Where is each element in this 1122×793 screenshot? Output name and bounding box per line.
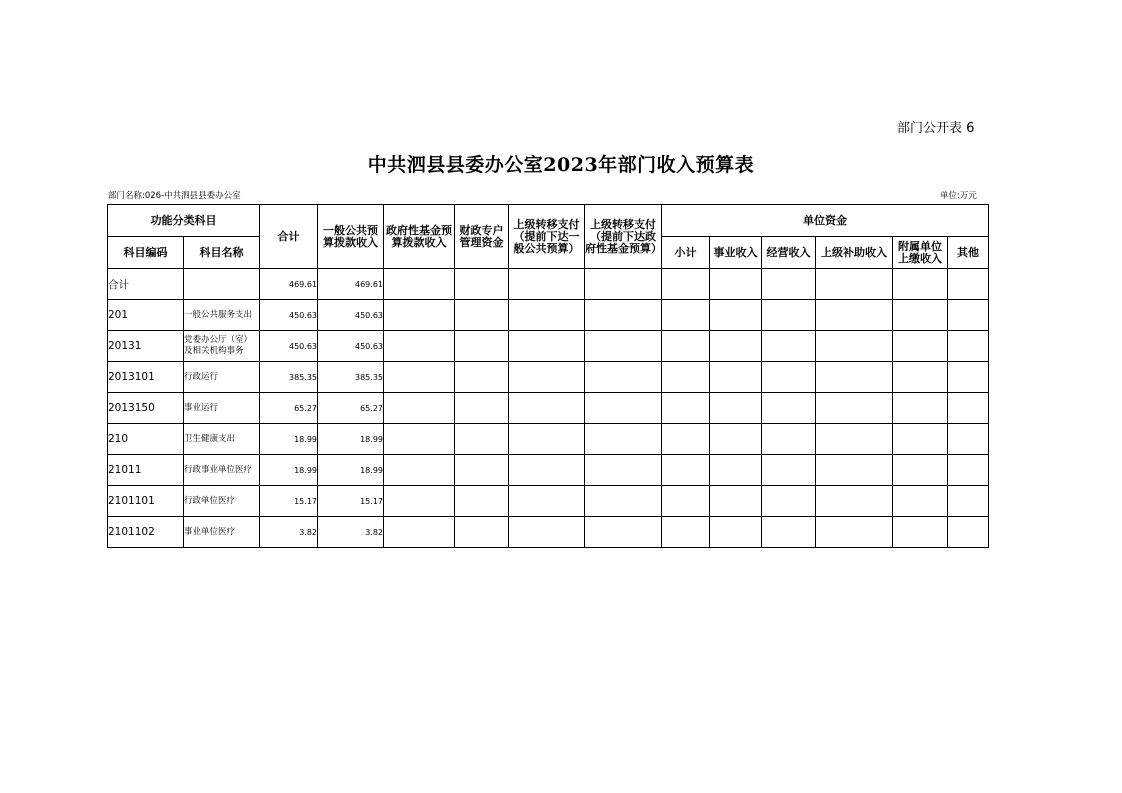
row-name: 一般公共服务支出 — [184, 300, 260, 331]
row-general: 450.63 — [318, 331, 384, 362]
row-name: 行政事业单位医疗 — [184, 455, 260, 486]
table-row — [108, 455, 989, 486]
row-name: 行政单位医疗 — [184, 486, 260, 517]
row-code: 合计 — [108, 269, 184, 300]
row-general: 469.61 — [318, 269, 384, 300]
row-code: 210 — [108, 424, 184, 455]
table-row — [108, 486, 989, 517]
header-total: 合计 — [260, 205, 318, 269]
unit-label: 单位:万元 — [940, 191, 977, 201]
row-total: 385.35 — [260, 362, 318, 393]
table-row — [108, 269, 989, 300]
row-total: 18.99 — [260, 455, 318, 486]
header-operating-income: 经营收入 — [762, 237, 816, 269]
header-special-fund: 财政专户管理资金 — [455, 205, 509, 269]
table-row — [108, 517, 989, 548]
header-subtotal: 小计 — [662, 237, 710, 269]
row-total: 65.27 — [260, 393, 318, 424]
row-name — [184, 269, 260, 300]
row-general: 450.63 — [318, 300, 384, 331]
budget-table — [107, 204, 989, 548]
row-name: 行政运行 — [184, 362, 260, 393]
row-general: 65.27 — [318, 393, 384, 424]
header-name: 科目名称 — [184, 237, 260, 269]
row-code: 2101101 — [108, 486, 184, 517]
header-func-group: 功能分类科目 — [108, 205, 260, 237]
row-general: 3.82 — [318, 517, 384, 548]
row-total: 18.99 — [260, 424, 318, 455]
row-code: 201 — [108, 300, 184, 331]
header-code: 科目编码 — [108, 237, 184, 269]
header-unit-funds: 单位资金 — [662, 205, 989, 237]
row-name: 卫生健康支出 — [184, 424, 260, 455]
row-code: 20131 — [108, 331, 184, 362]
row-general: 18.99 — [318, 455, 384, 486]
row-general: 15.17 — [318, 486, 384, 517]
table-row — [108, 393, 989, 424]
header-general-budget: 一般公共预算拨款收入 — [318, 205, 384, 269]
row-code: 2013150 — [108, 393, 184, 424]
row-total: 450.63 — [260, 300, 318, 331]
row-total: 3.82 — [260, 517, 318, 548]
table-row — [108, 300, 989, 331]
form-number: 部门公开表 6 — [897, 121, 975, 136]
header-upper-subsidy: 上级补助收入 — [816, 237, 893, 269]
table-row — [108, 331, 989, 362]
row-code: 21011 — [108, 455, 184, 486]
row-name: 事业单位医疗 — [184, 517, 260, 548]
row-total: 469.61 — [260, 269, 318, 300]
header-business-income: 事业收入 — [710, 237, 762, 269]
row-total: 450.63 — [260, 331, 318, 362]
row-name: 党委办公厅（室）及相关机构事务 — [184, 331, 260, 362]
department-label: 部门名称:026-中共泗县县委办公室 — [108, 191, 241, 201]
header-affiliate-income: 附属单位上缴收入 — [893, 237, 948, 269]
row-total: 15.17 — [260, 486, 318, 517]
row-general: 18.99 — [318, 424, 384, 455]
header-gov-fund: 政府性基金预算拨款收入 — [384, 205, 455, 269]
row-code: 2013101 — [108, 362, 184, 393]
header-upper-fund: 上级转移支付（提前下达政府性基金预算） — [585, 205, 662, 269]
header-other: 其他 — [948, 237, 989, 269]
page-title: 中共泗县县委办公室2023年部门收入预算表 — [367, 154, 755, 176]
row-name: 事业运行 — [184, 393, 260, 424]
header-upper-general: 上级转移支付（提前下达一般公共预算） — [509, 205, 585, 269]
table-row — [108, 424, 989, 455]
row-code: 2101102 — [108, 517, 184, 548]
table-row — [108, 362, 989, 393]
row-general: 385.35 — [318, 362, 384, 393]
